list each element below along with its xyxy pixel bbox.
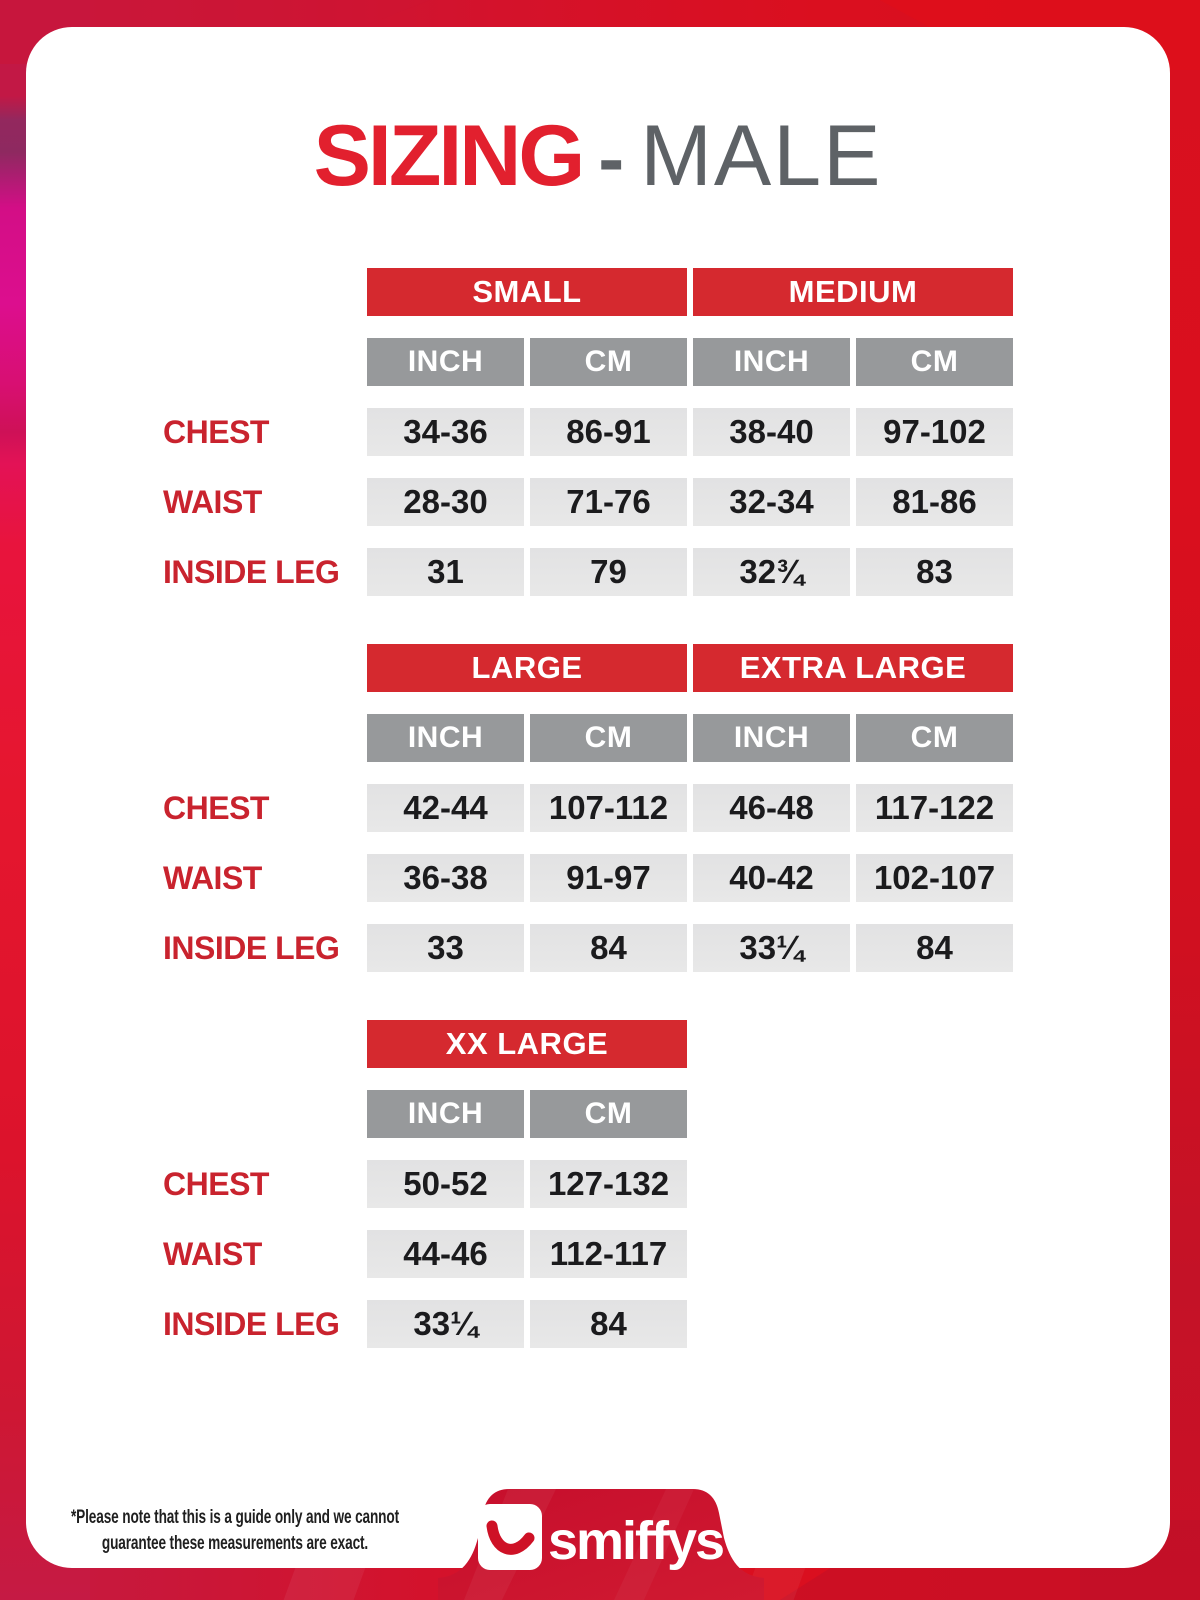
trademark-symbol: TM: [731, 1515, 750, 1529]
size-group-header: LARGE: [367, 644, 687, 692]
footer-note-line: guarantee these measurements are exact.: [101, 1532, 369, 1554]
measurement-cell: 86-91: [530, 408, 687, 456]
unit-header: CM: [856, 714, 1013, 762]
measurement-cell: 107-112: [530, 784, 687, 832]
size-table-large-xlarge: [163, 644, 1013, 972]
measurement-cell: 44-46: [367, 1230, 524, 1278]
measurement-cell: 46-48: [693, 784, 850, 832]
measurement-cell: 31: [367, 548, 524, 596]
size-group-header: XX LARGE: [367, 1020, 687, 1068]
measurement-cell: 32-34: [693, 478, 850, 526]
measurement-cell: 33: [367, 924, 524, 972]
unit-header: CM: [856, 338, 1013, 386]
size-table-xxlarge: [163, 1020, 1013, 1348]
measurement-cell: 34-36: [367, 408, 524, 456]
measurement-row-label: CHEST: [163, 789, 269, 826]
measurement-row-label: CHEST: [163, 1165, 269, 1202]
smiffys-wordmark: smiffys: [548, 1511, 724, 1571]
size-table-small-medium: [163, 268, 1013, 596]
smiffys-smile-icon: [478, 1504, 542, 1570]
measurement-row-label: INSIDE LEG: [163, 553, 340, 590]
size-group-header: SMALL: [367, 268, 687, 316]
measurement-cell: 38-40: [693, 408, 850, 456]
measurement-cell: 91-97: [530, 854, 687, 902]
smiffys-logo-tab: [438, 1482, 764, 1600]
title-separator: -: [598, 114, 625, 202]
measurement-cell: 112-117: [530, 1230, 687, 1278]
size-group-header: MEDIUM: [693, 268, 1013, 316]
measurement-row-label: WAIST: [163, 859, 262, 896]
measurement-cell: 42-44: [367, 784, 524, 832]
footer-note: [39, 1504, 431, 1556]
measurement-cell: 84: [856, 924, 1013, 972]
measurement-cell: 81-86: [856, 478, 1013, 526]
measurement-cell: 28-30: [367, 478, 524, 526]
content-card: [26, 27, 1170, 1571]
measurement-row-label: INSIDE LEG: [163, 1305, 340, 1342]
unit-header: CM: [530, 338, 687, 386]
measurement-row-label: CHEST: [163, 413, 269, 450]
footer-note-line: *Please note that this is a guide only and we cannot: [71, 1506, 399, 1528]
unit-header: CM: [530, 1090, 687, 1138]
measurement-cell: 36-38: [367, 854, 524, 902]
unit-header: INCH: [367, 338, 524, 386]
title-secondary: MALE: [640, 108, 883, 204]
measurement-cell: 127-132: [530, 1160, 687, 1208]
measurement-cell: 84: [530, 924, 687, 972]
unit-header: INCH: [693, 714, 850, 762]
measurement-cell: 79: [530, 548, 687, 596]
measurement-cell: 32¾: [693, 548, 850, 596]
unit-header: CM: [530, 714, 687, 762]
measurement-cell: 33¼: [367, 1300, 524, 1348]
page-title: [26, 108, 1170, 204]
measurement-cell: 83: [856, 548, 1013, 596]
measurement-cell: 33¼: [693, 924, 850, 972]
measurement-cell: 97-102: [856, 408, 1013, 456]
unit-header: INCH: [367, 714, 524, 762]
size-group-header: EXTRA LARGE: [693, 644, 1013, 692]
measurement-cell: 50-52: [367, 1160, 524, 1208]
unit-header: INCH: [693, 338, 850, 386]
measurement-cell: 102-107: [856, 854, 1013, 902]
measurement-row-label: WAIST: [163, 1235, 262, 1272]
measurement-cell: 40-42: [693, 854, 850, 902]
measurement-cell: 84: [530, 1300, 687, 1348]
measurement-cell: 117-122: [856, 784, 1013, 832]
measurement-row-label: INSIDE LEG: [163, 929, 340, 966]
unit-header: INCH: [367, 1090, 524, 1138]
measurement-cell: 71-76: [530, 478, 687, 526]
title-primary: SIZING: [313, 108, 583, 204]
measurement-row-label: WAIST: [163, 483, 262, 520]
